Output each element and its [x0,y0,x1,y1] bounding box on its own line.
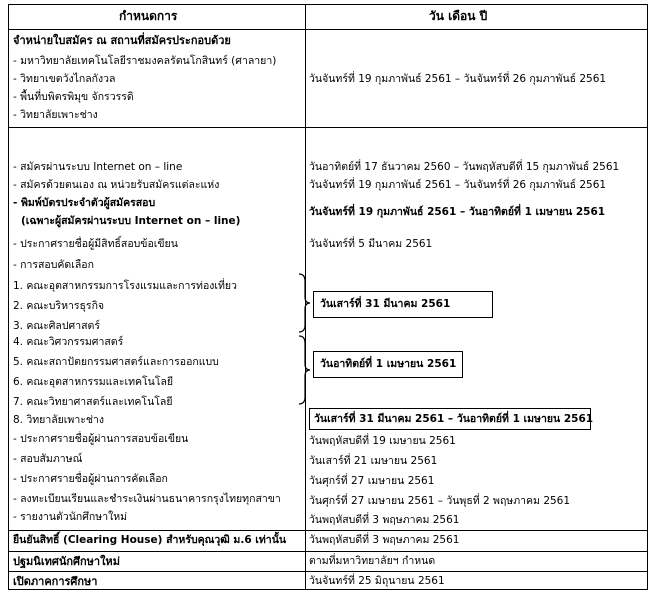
section1-item: - พื้นที่บพิตรพิมุข จักรวรรดิ [13,91,134,103]
section1-item: - วิทยาลัยเพาะช่าง [13,109,98,121]
row-date: วันเสาร์ที่ 21 เมษายน 2561 [309,455,438,467]
faculty-item: 5. คณะสถาปัตยกรรมศาสตร์และการออกแบบ [13,356,219,368]
brace-icon [297,335,311,405]
row-label: ปฐมนิเทศนักศึกษาใหม่ [13,555,120,568]
section1-item: - วิทยาเขตวังไกลกังวล [13,73,116,85]
row-date: วันศุกร์ที่ 27 เมษายน 2561 [309,475,435,487]
faculty-item: 6. คณะอุตสาหกรรมและเทคโนโลยี [13,376,174,388]
row-date: วันอาทิตย์ที่ 17 ธันวาคม 2560 – วันพฤหัสบดีที่ 15 กุมภาพันธ์ 2561 [309,161,620,173]
header-date: วัน เดือน ปี [429,9,488,23]
exam-date: วันอาทิตย์ที่ 1 เมษายน 2561 [320,358,457,370]
exam-date-box [309,408,594,430]
row-divider [9,571,647,572]
faculty-item: 1. คณะอุตสาหกรรมการโรงแรมและการท่องเที่ยว [13,280,237,292]
row-date: วันจันทร์ที่ 25 มิถุนายน 2561 [309,575,445,587]
row-date: วันจันทร์ที่ 19 กุมภาพันธ์ 2561 – วันอาทิตย์ที่ 1 เมษายน 2561 [309,206,606,218]
row-label: - รายงานตัวนักศึกษาใหม่ [13,511,128,523]
row-divider [9,530,647,531]
faculty-item: 7. คณะวิทยาศาสตร์และเทคโนโลยี [13,396,173,408]
row-date: วันจันทร์ที่ 5 มีนาคม 2561 [309,238,433,250]
row-label: - ประกาศรายชื่อผู้ผ่านการสอบข้อเขียน [13,433,189,445]
exam-date-box [313,291,493,318]
exam-date-box [313,351,463,378]
row-divider [9,127,647,128]
section1-title: จำหน่ายใบสมัคร ณ สถานที่สมัครประกอบด้วย [13,34,231,47]
section1-item: - มหาวิทยาลัยเทคโนโลยีราชมงคลรัตนโกสินทร์ (ศาลายา) [13,55,277,67]
faculty-item: 3. คณะศิลปศาสตร์ [13,320,100,332]
row-label: - ประกาศรายชื่อผู้ผ่านการคัดเลือก [13,473,168,485]
row-date: วันจันทร์ที่ 19 กุมภาพันธ์ 2561 – วันจันทร์ที่ 26 กุมภาพันธ์ 2561 [309,179,607,191]
row-date: วันพฤหัสบดีที่ 3 พฤษภาคม 2561 [309,514,460,526]
row-label: ยืนยันสิทธิ์ (Clearing House) สำหรับคุณวุฒิ ม.6 เท่านั้น [13,534,287,546]
brace-icon [297,273,311,333]
row-date: วันพฤหัสบดีที่ 19 เมษายน 2561 [309,435,456,447]
faculty-item: 8. วิทยาลัยเพาะช่าง [13,414,105,426]
schedule-table [8,4,648,590]
row-date: ตามที่มหาวิทยาลัยฯ กำหนด [309,555,436,567]
row-label: - ประกาศรายชื่อผู้มีสิทธิ์สอบข้อเขียน [13,238,178,250]
row-divider [9,29,647,30]
row-date: วันศุกร์ที่ 27 เมษายน 2561 – วันพุธที่ 2 พฤษภาคม 2561 [309,495,571,507]
row-label: - ลงทะเบียนเรียนและชำระเงินผ่านธนาคารกรุงไทยทุกสาขา [13,493,281,505]
row-label: - การสอบคัดเลือก [13,259,94,271]
row-label: - สมัครด้วยตนเอง ณ หน่วยรับสมัครแต่ละแห่ง [13,179,220,191]
row-label: เปิดภาคการศึกษา [13,575,98,588]
exam-date: วันเสาร์ที่ 31 มีนาคม 2561 [320,298,451,310]
row-label: - สมัครผ่านระบบ Internet on – line [13,161,183,173]
row-divider [9,551,647,552]
row-label: - พิมพ์บัตรประจำตัวผู้สมัครสอบ [13,197,156,209]
section1-date: วันจันทร์ที่ 19 กุมภาพันธ์ 2561 – วันจันทร์ที่ 26 กุมภาพันธ์ 2561 [309,73,607,85]
exam-date: วันเสาร์ที่ 31 มีนาคม 2561 – วันอาทิตย์ที่ 1 เมษายน 2561 [314,413,594,425]
faculty-item: 2. คณะบริหารธุรกิจ [13,300,105,312]
row-label: - สอบสัมภาษณ์ [13,453,83,465]
row-label: (เฉพาะผู้สมัครผ่านระบบ Internet on – line) [21,215,241,227]
header-schedule: กำหนดการ [119,9,178,23]
row-date: วันพฤหัสบดีที่ 3 พฤษภาคม 2561 [309,534,460,546]
faculty-item: 4. คณะวิศวกรรมศาสตร์ [13,336,124,348]
